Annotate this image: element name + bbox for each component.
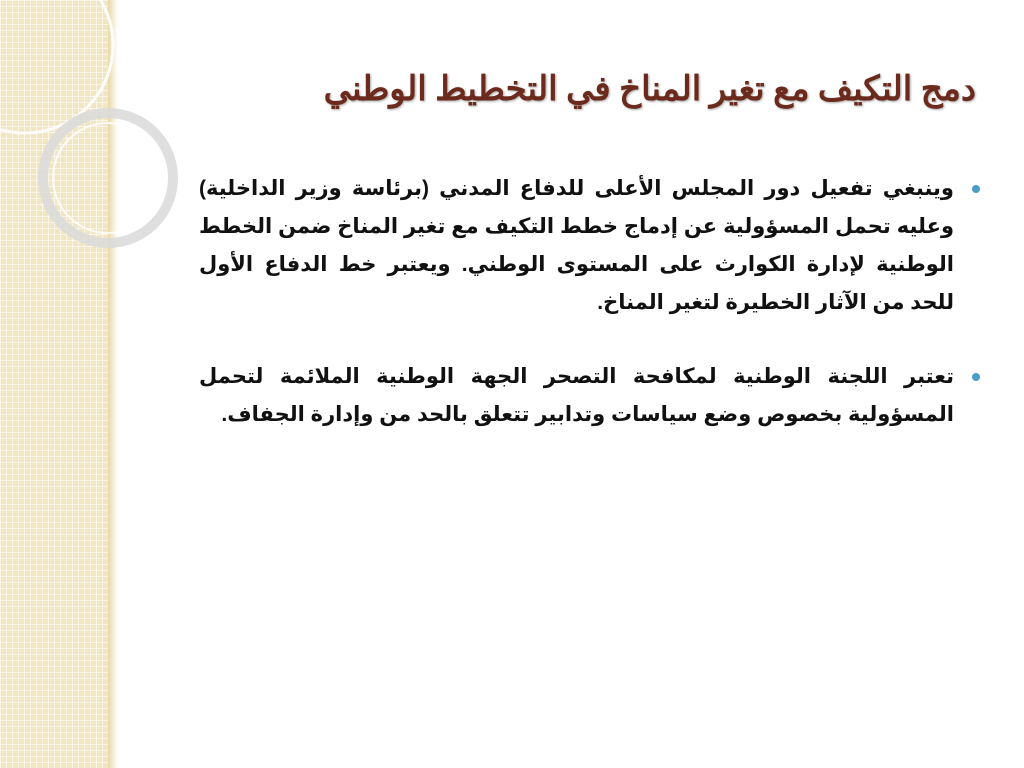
side-band-edge	[108, 0, 118, 768]
decorative-side-band	[0, 0, 112, 768]
slide-title: دمج التكيف مع تغير المناخ في التخطيط الوطني	[323, 71, 976, 108]
bullet-list	[199, 170, 954, 470]
bullet-text: تعتبر اللجنة الوطنية لمكافحة التصحر الجهة الوطنية الملائمة لتحمل المسؤولية بخصوص وضع سياسات وتدابير تتعلق بالحد من وإدارة الجفاف.	[199, 365, 954, 426]
bullet-text: وينبغي تفعيل دور المجلس الأعلى للدفاع المدني (برئاسة وزير الداخلية) وعليه تحمل المسؤولية عن إدماج خطط التكيف مع تغير المناخ ضمن الخطط الوطنية لإدارة الكوارث على المستوى الوطني. ويعتبر خط الدفاع الأول للحد من الآثار الخطيرة لتغير المناخ.	[199, 177, 954, 314]
bullet-item	[199, 358, 954, 434]
bullet-dot-icon	[972, 185, 980, 193]
bullet-dot-icon	[972, 373, 980, 381]
bullet-item	[199, 170, 954, 322]
